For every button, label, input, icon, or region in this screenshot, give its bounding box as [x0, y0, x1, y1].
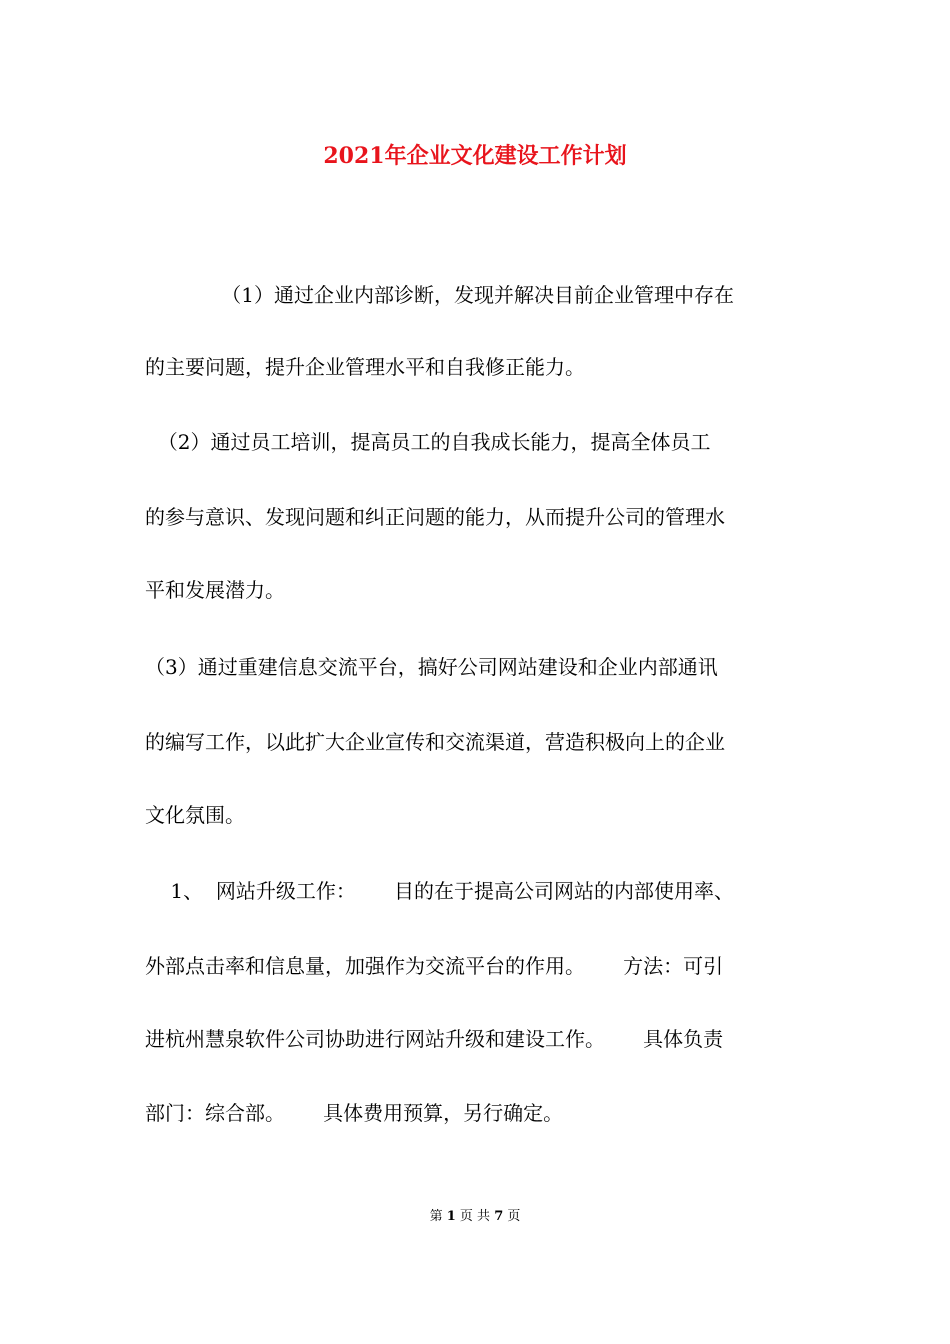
body-line: （3）通过重建信息交流平台，搞好公司网站建设和企业内部通讯	[145, 655, 718, 679]
footer-suffix: 页	[507, 1209, 521, 1224]
footer-total-pages: 7	[494, 1209, 504, 1224]
footer-page-number: 1	[446, 1209, 456, 1224]
footer-prefix: 第	[429, 1209, 443, 1224]
document-title: 2021年企业文化建设工作计划	[323, 143, 627, 169]
body-line: 的主要问题，提升企业管理水平和自我修正能力。	[145, 355, 585, 379]
page-footer	[0, 1208, 950, 1226]
body-line: 平和发展潜力。	[145, 578, 285, 602]
body-line: （1）通过企业内部诊断，发现并解决目前企业管理中存在	[145, 283, 735, 307]
body-line: 的编写工作，以此扩大企业宣传和交流渠道，营造积极向上的企业	[145, 730, 725, 754]
footer-middle: 页 共	[459, 1209, 491, 1224]
body-line: 文化氛围。	[145, 803, 245, 827]
body-line: 部门：综合部。 具体费用预算，另行确定。	[145, 1101, 564, 1125]
body-line: 的参与意识、发现问题和纠正问题的能力，从而提升公司的管理水	[145, 505, 725, 529]
body-line: （2）通过员工培训，提高员工的自我成长能力，提高全体员工	[145, 430, 711, 454]
body-line: 外部点击率和信息量，加强作为交流平台的作用。 方法：可引	[145, 954, 724, 978]
body-line: 1、 网站升级工作： 目的在于提高公司网站的内部使用率、	[145, 879, 735, 903]
body-line: 进杭州慧泉软件公司协助进行网站升级和建设工作。 具体负责	[145, 1027, 724, 1051]
